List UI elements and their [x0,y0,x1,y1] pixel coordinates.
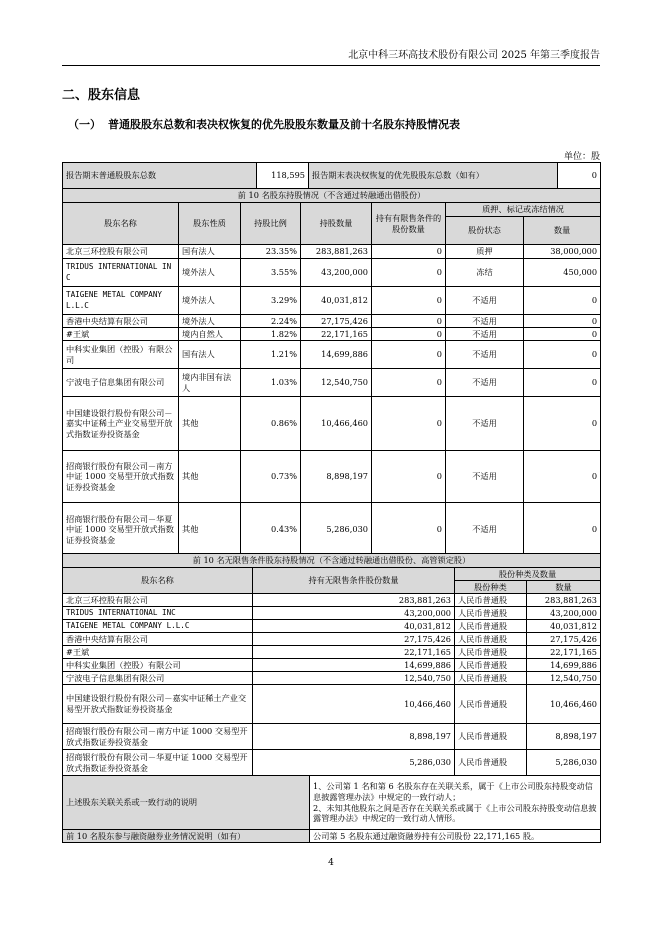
subsection-text: 普通股股东总数和表决权恢复的优先股股东数量及前十名股东持股情况表 [108,118,460,131]
table-row [63,369,601,397]
table-row [63,620,601,633]
cell-u-qty: 22,171,165 [253,646,455,659]
cell-restricted: 0 [372,245,446,259]
cell-restricted: 0 [372,397,446,451]
col-u-qty: 持有无限售条件股份数量 [253,568,455,594]
table-row [63,594,601,607]
cell-u-amount: 14,699,886 [527,659,601,672]
table-row [63,672,601,685]
cell-qty: 12,540,750 [301,369,372,397]
cell-u-kind: 人民币普通股 [455,685,527,724]
cell-restricted: 0 [372,451,446,503]
cell-nature: 境外法人 [179,259,241,287]
table-row [63,685,601,724]
unit-label: 单位：股 [563,152,600,162]
col-name: 股东名称 [63,203,179,245]
margin-label: 前 10 名股东参与融资融券业务情况说明（如有） [63,830,310,843]
cell-name: #王斌 [63,328,179,341]
cell-u-name: TAIGENE METAL COMPANY L.L.C [63,620,253,633]
cell-ratio: 0.73% [241,451,301,503]
cell-amount: 0 [524,397,601,451]
cell-status: 不适用 [446,451,524,503]
unrestricted-table [62,553,601,843]
cell-restricted: 0 [372,369,446,397]
cell-name: 招商银行股份有限公司－南方中证 1000 交易型开放式指数证券投资基金 [63,451,179,503]
cell-u-amount: 43,200,000 [527,607,601,620]
cell-nature: 境内非国有法人 [179,369,241,397]
cell-status: 不适用 [446,369,524,397]
table-row [63,328,601,341]
cell-u-amount: 27,175,426 [527,633,601,646]
cell-u-kind: 人民币普通股 [455,594,527,607]
cell-ratio: 23.35% [241,245,301,259]
cell-qty: 5,286,030 [301,503,372,557]
table-row [63,287,601,315]
cell-u-qty: 27,175,426 [253,633,455,646]
cell-qty: 283,881,263 [301,245,372,259]
cell-restricted: 0 [372,259,446,287]
cell-u-amount: 8,898,197 [527,724,601,750]
summary-label-common: 报告期末普通股股东总数 [63,163,257,189]
cell-status: 不适用 [446,328,524,341]
cell-restricted: 0 [372,287,446,315]
cell-u-kind: 人民币普通股 [455,659,527,672]
cell-u-qty: 283,881,263 [253,594,455,607]
cell-u-name: #王斌 [63,646,253,659]
cell-amount: 0 [524,503,601,557]
cell-status: 不适用 [446,397,524,451]
cell-u-name: 宁波电子信息集团有限公司 [63,672,253,685]
cell-u-qty: 14,699,886 [253,659,455,672]
cell-name: 北京三环控股有限公司 [63,245,179,259]
cell-u-qty: 12,540,750 [253,672,455,685]
col-u-amount: 数量 [527,581,601,594]
summary-table [62,162,601,189]
cell-amount: 0 [524,328,601,341]
col-nature: 股东性质 [179,203,241,245]
cell-name: 中科实业集团（控股）有限公司 [63,341,179,369]
cell-nature: 其他 [179,451,241,503]
cell-ratio: 1.03% [241,369,301,397]
section-title: 二、股东信息 [62,88,141,103]
col-u-kind: 股份种类 [455,581,527,594]
cell-name: 宁波电子信息集团有限公司 [63,369,179,397]
summary-label-preferred: 报告期末表决权恢复的优先股股东总数（如有） [309,163,558,189]
subsection-title [68,116,460,132]
cell-u-amount: 12,540,750 [527,672,601,685]
top10-title: 前 10 名股东持股情况（不含通过转融通出借股份） [63,189,601,203]
top10-table [62,188,601,557]
cell-status: 不适用 [446,287,524,315]
col-restricted: 持有有限售条件的股份数量 [372,203,446,245]
cell-amount: 0 [524,287,601,315]
summary-value-preferred: 0 [558,163,601,189]
cell-amount: 0 [524,315,601,328]
cell-name: TAIGENE METAL COMPANY L.L.C [63,287,179,315]
cell-restricted: 0 [372,315,446,328]
table-row [63,245,601,259]
table-row [63,451,601,503]
cell-qty: 27,175,426 [301,315,372,328]
cell-qty: 10,466,460 [301,397,372,451]
cell-qty: 22,171,165 [301,328,372,341]
cell-u-amount: 40,031,812 [527,620,601,633]
cell-u-kind: 人民币普通股 [455,607,527,620]
col-amount: 数量 [524,217,601,245]
relation-text: 1、公司第 1 名和第 6 名股东存在关联关系，属于《上市公司股东持股变动信息披露管理办法》中规定的一致行动人； 2、未知其他股东之间是否存在关联关系或属于《上市公司股东持股变动信息披露管理办法》中规定的一致行动人情形。 [310,776,601,830]
table-row [63,750,601,776]
cell-u-amount: 283,881,263 [527,594,601,607]
col-pledge: 质押、标记或冻结情况 [446,203,601,217]
col-ratio: 持股比例 [241,203,301,245]
page-number: 4 [328,858,334,868]
cell-name: 招商银行股份有限公司－华夏中证 1000 交易型开放式指数证券投资基金 [63,503,179,557]
cell-amount: 38,000,000 [524,245,601,259]
cell-restricted: 0 [372,341,446,369]
cell-nature: 境内自然人 [179,328,241,341]
cell-u-qty: 5,286,030 [253,750,455,776]
cell-qty: 8,898,197 [301,451,372,503]
cell-name: 香港中央结算有限公司 [63,315,179,328]
cell-u-amount: 10,466,460 [527,685,601,724]
cell-restricted: 0 [372,328,446,341]
table-row [63,633,601,646]
summary-value-common: 118,595 [257,163,309,189]
cell-u-qty: 10,466,460 [253,685,455,724]
cell-status: 不适用 [446,341,524,369]
cell-nature: 国有法人 [179,245,241,259]
cell-ratio: 0.86% [241,397,301,451]
cell-u-kind: 人民币普通股 [455,633,527,646]
cell-u-name: 招商银行股份有限公司－南方中证 1000 交易型开放式指数证券投资基金 [63,724,253,750]
cell-name: TRIDUS INTERNATIONAL INC [63,259,179,287]
cell-nature: 其他 [179,503,241,557]
cell-amount: 450,000 [524,259,601,287]
cell-u-kind: 人民币普通股 [455,724,527,750]
cell-restricted: 0 [372,503,446,557]
cell-nature: 境外法人 [179,315,241,328]
cell-status: 质押 [446,245,524,259]
table-row [63,259,601,287]
cell-ratio: 1.82% [241,328,301,341]
cell-qty: 40,031,812 [301,287,372,315]
cell-qty: 14,699,886 [301,341,372,369]
col-u-kind-title: 股份种类及数量 [455,568,601,581]
table-row [63,646,601,659]
cell-status: 不适用 [446,503,524,557]
cell-nature: 境外法人 [179,287,241,315]
cell-u-qty: 43,200,000 [253,607,455,620]
table-row [63,503,601,557]
cell-status: 冻结 [446,259,524,287]
table-row [63,659,601,672]
cell-u-kind: 人民币普通股 [455,672,527,685]
cell-u-name: 招商银行股份有限公司－华夏中证 1000 交易型开放式指数证券投资基金 [63,750,253,776]
cell-u-name: TRIDUS INTERNATIONAL INC [63,607,253,620]
cell-u-name: 中国建设银行股份有限公司－嘉实中证稀土产业交易型开放式指数证券投资基金 [63,685,253,724]
cell-u-name: 中科实业集团（控股）有限公司 [63,659,253,672]
cell-ratio: 3.29% [241,287,301,315]
relation-label: 上述股东关联关系或一致行动的说明 [63,776,310,830]
cell-ratio: 2.24% [241,315,301,328]
cell-u-kind: 人民币普通股 [455,646,527,659]
subsection-number: （一） [68,118,101,131]
page-header: 北京中科三环高技术股份有限公司 2025 年第三季度报告 [62,46,600,66]
col-status: 股份状态 [446,217,524,245]
cell-amount: 0 [524,341,601,369]
cell-amount: 0 [524,369,601,397]
col-qty: 持股数量 [301,203,372,245]
col-u-name: 股东名称 [63,568,253,594]
cell-u-kind: 人民币普通股 [455,620,527,633]
cell-u-name: 北京三环控股有限公司 [63,594,253,607]
table-row [63,397,601,451]
margin-text: 公司第 5 名股东通过融资融券持有公司股份 22,171,165 股。 [310,830,601,843]
cell-nature: 其他 [179,397,241,451]
table-row [63,341,601,369]
table-row [63,315,601,328]
cell-ratio: 3.55% [241,259,301,287]
cell-ratio: 0.43% [241,503,301,557]
cell-amount: 0 [524,451,601,503]
unrestricted-title: 前 10 名无限售条件股东持股情况（不含通过转融通出借股份、高管锁定股） [63,554,601,568]
cell-status: 不适用 [446,315,524,328]
cell-u-qty: 40,031,812 [253,620,455,633]
cell-u-amount: 5,286,030 [527,750,601,776]
table-row [63,607,601,620]
table-row [63,724,601,750]
cell-u-name: 香港中央结算有限公司 [63,633,253,646]
cell-qty: 43,200,000 [301,259,372,287]
cell-u-kind: 人民币普通股 [455,750,527,776]
cell-ratio: 1.21% [241,341,301,369]
cell-nature: 国有法人 [179,341,241,369]
cell-u-amount: 22,171,165 [527,646,601,659]
cell-u-qty: 8,898,197 [253,724,455,750]
cell-name: 中国建设银行股份有限公司－嘉实中证稀土产业交易型开放式指数证券投资基金 [63,397,179,451]
